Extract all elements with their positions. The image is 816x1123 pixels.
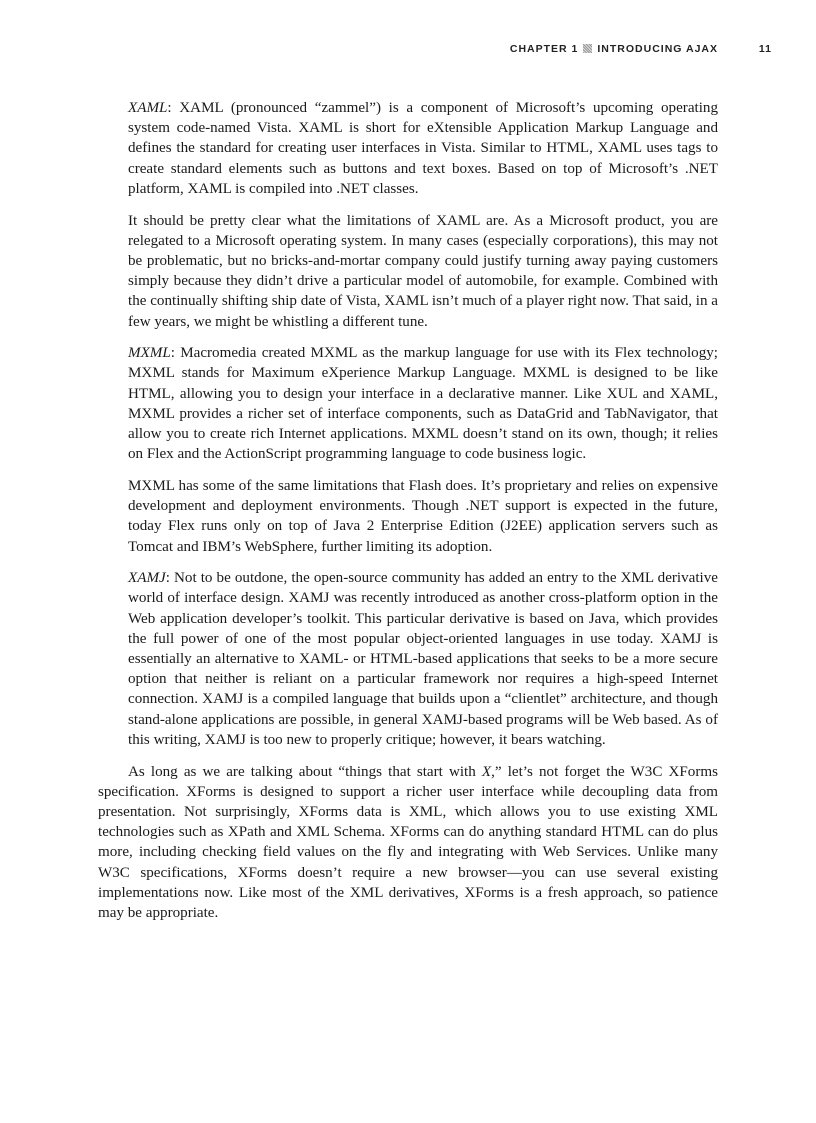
paragraph-xaml xyxy=(128,98,718,199)
paragraph-xforms-lead: As long as we are talking about “things that start with xyxy=(128,763,482,780)
page-number: 11 xyxy=(758,43,772,55)
term-xaml: XAML xyxy=(128,100,168,116)
chapter-heading xyxy=(510,43,718,55)
paragraph-mxml-limitations: MXML has some of the same limitations that Flash does. It’s proprietary and relies on expensive development and deployment environments. Though .NET support is expected in the future, today Flex runs only on top of Java 2 Enterprise Edition (J2EE) application servers such as Tomcat and IBM’s WebSphere, further limiting its adoption. xyxy=(128,477,718,555)
term-x: X xyxy=(481,763,492,780)
term-mxml: MXML xyxy=(128,345,171,362)
paragraph-xamj xyxy=(128,568,718,750)
term-xamj: XAMJ xyxy=(128,570,166,587)
paragraph-mxml xyxy=(128,343,718,464)
separator-icon xyxy=(583,44,592,53)
paragraph-mxml-text: : Macromedia created MXML as the markup language for use with its Flex technology; MXML stands for Maximum eXperience Markup Language. MXML is designed to be like HTML, allowing you to design your interface in a declarative manner. Like XUL and XAML, MXML provides a richer set of interface components, such as DataGrid and TabNavigator, that allow you to create rich Internet applications. MXML doesn’t stand on its own, though; it relies on Flex and the ActionScript programming language to code business logic. xyxy=(128,345,718,463)
chapter-label: CHAPTER 1 xyxy=(509,43,579,55)
paragraph-xamj-text: : Not to be outdone, the open-source community has added an entry to the XML derivative world of interface design. XAMJ was recently introduced as another cross-platform option in the Web application developer’s toolkit. This particular derivative is based on Java, which provides the full power of one of the most popular object-oriented languages in use today. XAMJ is essentially an alternative to XAML- or HTML-based applications that seeks to be a more secure option that neither is reliant on a particular framework nor requires a high-speed Internet connection. XAMJ is a compiled language that builds upon a “clientlet” architecture, and though stand-alone applications are possible, in general XAMJ-based programs will be Web based. As of this writing, XAMJ is too new to properly critique; however, it bears watching. xyxy=(128,570,718,748)
body-text xyxy=(98,98,718,923)
paragraph-xaml-text: : XAML (pronounced “zammel”) is a component of Microsoft’s upcoming operating system code-named Vista. XAML is short for eXtensible Application Markup Language and defines the standard for creating user interfaces in Vista. Similar to HTML, XAML uses tags to create standard elements such as buttons and text boxes. Based on top of Microsoft’s .NET platform, XAML is compiled into .NET classes. xyxy=(128,100,718,197)
paragraph-xforms-text: ,” let’s not forget the W3C XForms specification. XForms is designed to support a richer user interface while decoupling data from presentation. Not surprisingly, XForms data is XML, which allows you to use existing XML technologies such as XPath and XML Schema. XForms can do anything standard HTML can do plus more, including checking field values on the fly and integrating with Web Services. Unlike many W3C specifications, XForms doesn’t require a new browser—you can use several existing implementations now. Like most of the XML derivatives, XForms is a fresh approach, so patience may be appropriate. xyxy=(98,763,718,922)
running-head xyxy=(0,43,816,59)
chapter-title: INTRODUCING AJAX xyxy=(597,43,718,55)
paragraph-xaml-limitations: It should be pretty clear what the limitations of XAML are. As a Microsoft product, you are relegated to a Microsoft operating system. In many cases (especially corporations), this may not be problematic, but no bricks-and-mortar company could justify turning away paying customers simply because they didn’t drive a particular model of automobile, for example. Combined with the continually shifting ship date of Vista, XAML isn’t much of a player right now. That said, in a few years, we might be whistling a different tune. xyxy=(128,212,718,330)
paragraph-xforms xyxy=(98,762,718,924)
